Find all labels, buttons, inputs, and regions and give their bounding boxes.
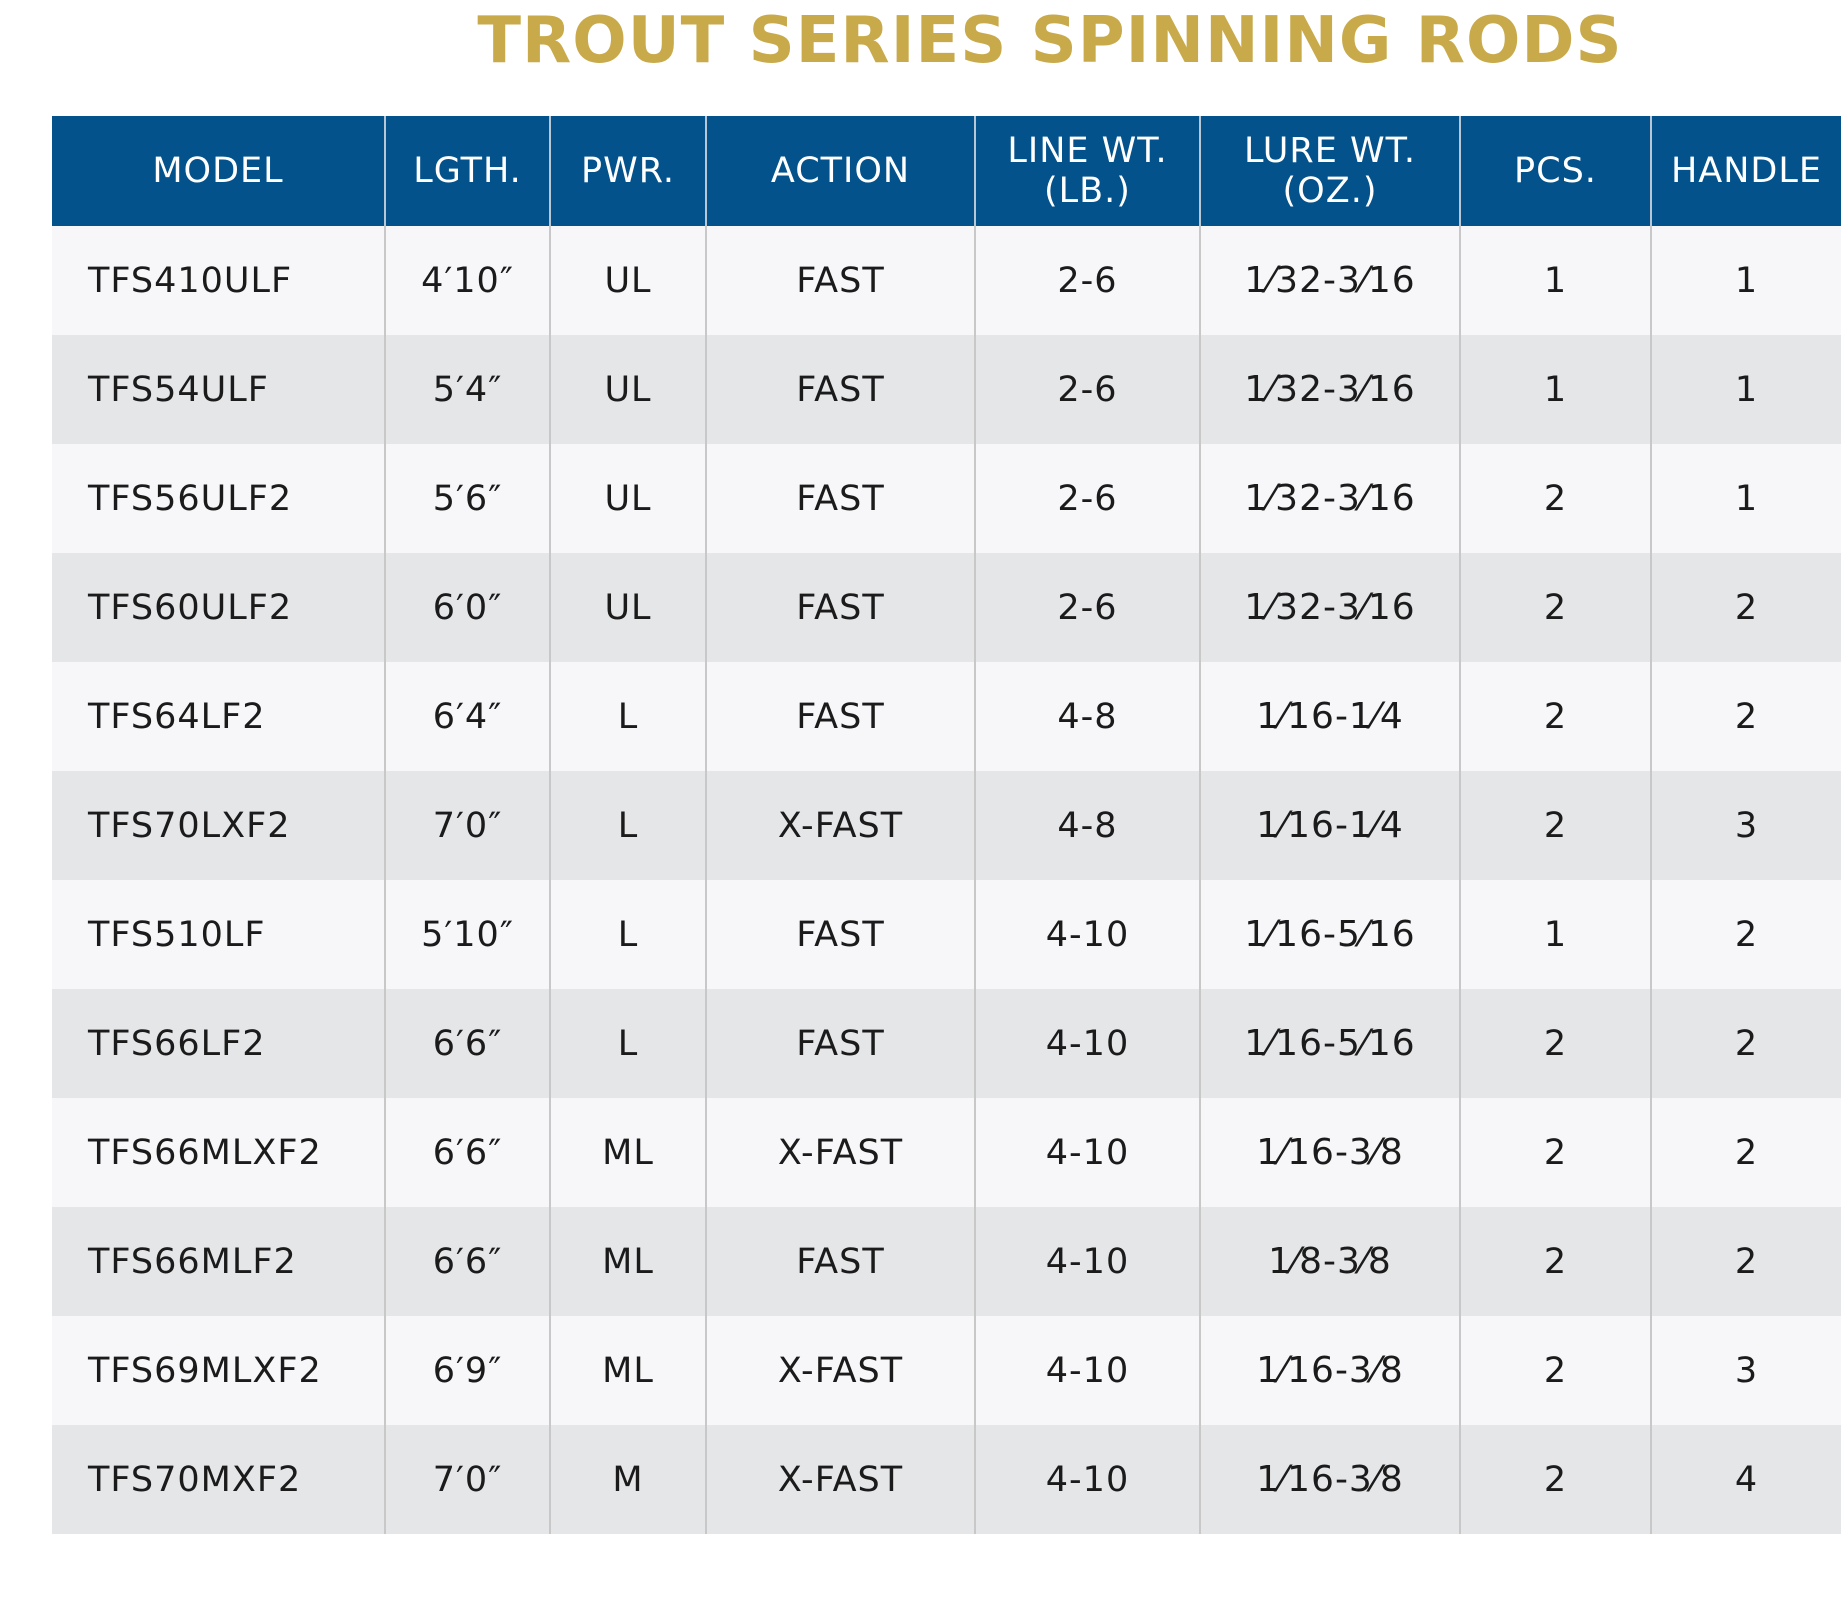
pieces-cell: 2 <box>1460 1316 1651 1425</box>
handle-cell: 2 <box>1651 553 1841 662</box>
lure-weight-cell: 1⁄16-5⁄16 <box>1200 880 1460 989</box>
column-header-action: ACTION <box>706 116 975 226</box>
model-cell: TFS64LF2 <box>52 662 385 771</box>
action-cell: FAST <box>706 226 975 335</box>
table-row <box>52 1316 1841 1425</box>
action-cell: X-FAST <box>706 771 975 880</box>
lure-weight-cell: 1⁄16-3⁄8 <box>1200 1425 1460 1534</box>
model-cell: TFS54ULF <box>52 335 385 444</box>
table-row <box>52 335 1841 444</box>
power-cell: UL <box>550 226 706 335</box>
model-cell: TFS60ULF2 <box>52 553 385 662</box>
handle-cell: 1 <box>1651 226 1841 335</box>
power-cell: L <box>550 771 706 880</box>
length-cell: 5′10″ <box>385 880 550 989</box>
handle-cell: 4 <box>1651 1425 1841 1534</box>
table-row <box>52 662 1841 771</box>
table-row <box>52 1207 1841 1316</box>
length-cell: 7′0″ <box>385 771 550 880</box>
length-cell: 7′0″ <box>385 1425 550 1534</box>
pieces-cell: 2 <box>1460 1098 1651 1207</box>
table-row <box>52 880 1841 989</box>
length-cell: 5′6″ <box>385 444 550 553</box>
power-cell: M <box>550 1425 706 1534</box>
table-row <box>52 1098 1841 1207</box>
line-weight-cell: 2-6 <box>975 553 1200 662</box>
line-weight-cell: 2-6 <box>975 335 1200 444</box>
model-cell: TFS66LF2 <box>52 989 385 1098</box>
line-weight-cell: 2-6 <box>975 226 1200 335</box>
length-cell: 6′6″ <box>385 989 550 1098</box>
handle-cell: 2 <box>1651 1207 1841 1316</box>
length-cell: 4′10″ <box>385 226 550 335</box>
line-weight-cell: 4-10 <box>975 1425 1200 1534</box>
handle-cell: 3 <box>1651 771 1841 880</box>
line-weight-cell: 4-10 <box>975 989 1200 1098</box>
lure-weight-cell: 1⁄16-5⁄16 <box>1200 989 1460 1098</box>
lure-weight-cell: 1⁄8-3⁄8 <box>1200 1207 1460 1316</box>
lure-weight-cell: 1⁄32-3⁄16 <box>1200 553 1460 662</box>
model-cell: TFS410ULF <box>52 226 385 335</box>
column-header-power: PWR. <box>550 116 706 226</box>
pieces-cell: 1 <box>1460 880 1651 989</box>
lure-weight-cell: 1⁄16-3⁄8 <box>1200 1098 1460 1207</box>
column-header-lure-weight: LURE WT. (OZ.) <box>1200 116 1460 226</box>
handle-cell: 3 <box>1651 1316 1841 1425</box>
line-weight-cell: 4-8 <box>975 771 1200 880</box>
line-weight-cell: 4-10 <box>975 1098 1200 1207</box>
pieces-cell: 2 <box>1460 771 1651 880</box>
action-cell: FAST <box>706 989 975 1098</box>
power-cell: UL <box>550 444 706 553</box>
column-header-model: MODEL <box>52 116 385 226</box>
line-weight-cell: 4-10 <box>975 1316 1200 1425</box>
table-row <box>52 553 1841 662</box>
handle-cell: 2 <box>1651 662 1841 771</box>
pieces-cell: 2 <box>1460 553 1651 662</box>
line-weight-cell: 4-10 <box>975 1207 1200 1316</box>
table-row <box>52 771 1841 880</box>
action-cell: FAST <box>706 553 975 662</box>
pieces-cell: 2 <box>1460 662 1651 771</box>
lure-weight-cell: 1⁄32-3⁄16 <box>1200 444 1460 553</box>
action-cell: FAST <box>706 880 975 989</box>
action-cell: FAST <box>706 662 975 771</box>
column-header-length: LGTH. <box>385 116 550 226</box>
table-row <box>52 989 1841 1098</box>
model-cell: TFS66MLF2 <box>52 1207 385 1316</box>
length-cell: 6′4″ <box>385 662 550 771</box>
power-cell: L <box>550 880 706 989</box>
pieces-cell: 2 <box>1460 1425 1651 1534</box>
model-cell: TFS70MXF2 <box>52 1425 385 1534</box>
power-cell: ML <box>550 1316 706 1425</box>
pieces-cell: 1 <box>1460 335 1651 444</box>
lure-weight-cell: 1⁄32-3⁄16 <box>1200 226 1460 335</box>
spinning-rods-spec-table <box>52 116 1841 1534</box>
table-row <box>52 1425 1841 1534</box>
handle-cell: 2 <box>1651 1098 1841 1207</box>
handle-cell: 2 <box>1651 880 1841 989</box>
column-header-line-weight: LINE WT. (LB.) <box>975 116 1200 226</box>
handle-cell: 1 <box>1651 444 1841 553</box>
line-weight-cell: 4-10 <box>975 880 1200 989</box>
power-cell: L <box>550 662 706 771</box>
table-row <box>52 226 1841 335</box>
pieces-cell: 2 <box>1460 1207 1651 1316</box>
power-cell: ML <box>550 1207 706 1316</box>
lure-weight-cell: 1⁄32-3⁄16 <box>1200 335 1460 444</box>
length-cell: 5′4″ <box>385 335 550 444</box>
lure-weight-cell: 1⁄16-1⁄4 <box>1200 662 1460 771</box>
length-cell: 6′6″ <box>385 1207 550 1316</box>
handle-cell: 2 <box>1651 989 1841 1098</box>
length-cell: 6′9″ <box>385 1316 550 1425</box>
line-weight-cell: 2-6 <box>975 444 1200 553</box>
column-header-handle: HANDLE <box>1651 116 1841 226</box>
handle-cell: 1 <box>1651 335 1841 444</box>
action-cell: FAST <box>706 1207 975 1316</box>
table-header-row <box>52 116 1841 226</box>
pieces-cell: 2 <box>1460 989 1651 1098</box>
model-cell: TFS70LXF2 <box>52 771 385 880</box>
pieces-cell: 2 <box>1460 444 1651 553</box>
length-cell: 6′6″ <box>385 1098 550 1207</box>
power-cell: L <box>550 989 706 1098</box>
action-cell: FAST <box>706 335 975 444</box>
model-cell: TFS66MLXF2 <box>52 1098 385 1207</box>
lure-weight-cell: 1⁄16-1⁄4 <box>1200 771 1460 880</box>
table-row <box>52 444 1841 553</box>
action-cell: FAST <box>706 444 975 553</box>
pieces-cell: 1 <box>1460 226 1651 335</box>
action-cell: X-FAST <box>706 1098 975 1207</box>
length-cell: 6′0″ <box>385 553 550 662</box>
model-cell: TFS56ULF2 <box>52 444 385 553</box>
model-cell: TFS69MLXF2 <box>52 1316 385 1425</box>
model-cell: TFS510LF <box>52 880 385 989</box>
lure-weight-cell: 1⁄16-3⁄8 <box>1200 1316 1460 1425</box>
power-cell: ML <box>550 1098 706 1207</box>
power-cell: UL <box>550 553 706 662</box>
page-title: TROUT SERIES SPINNING RODS <box>477 4 1623 78</box>
power-cell: UL <box>550 335 706 444</box>
action-cell: X-FAST <box>706 1316 975 1425</box>
action-cell: X-FAST <box>706 1425 975 1534</box>
line-weight-cell: 4-8 <box>975 662 1200 771</box>
column-header-pieces: PCS. <box>1460 116 1651 226</box>
